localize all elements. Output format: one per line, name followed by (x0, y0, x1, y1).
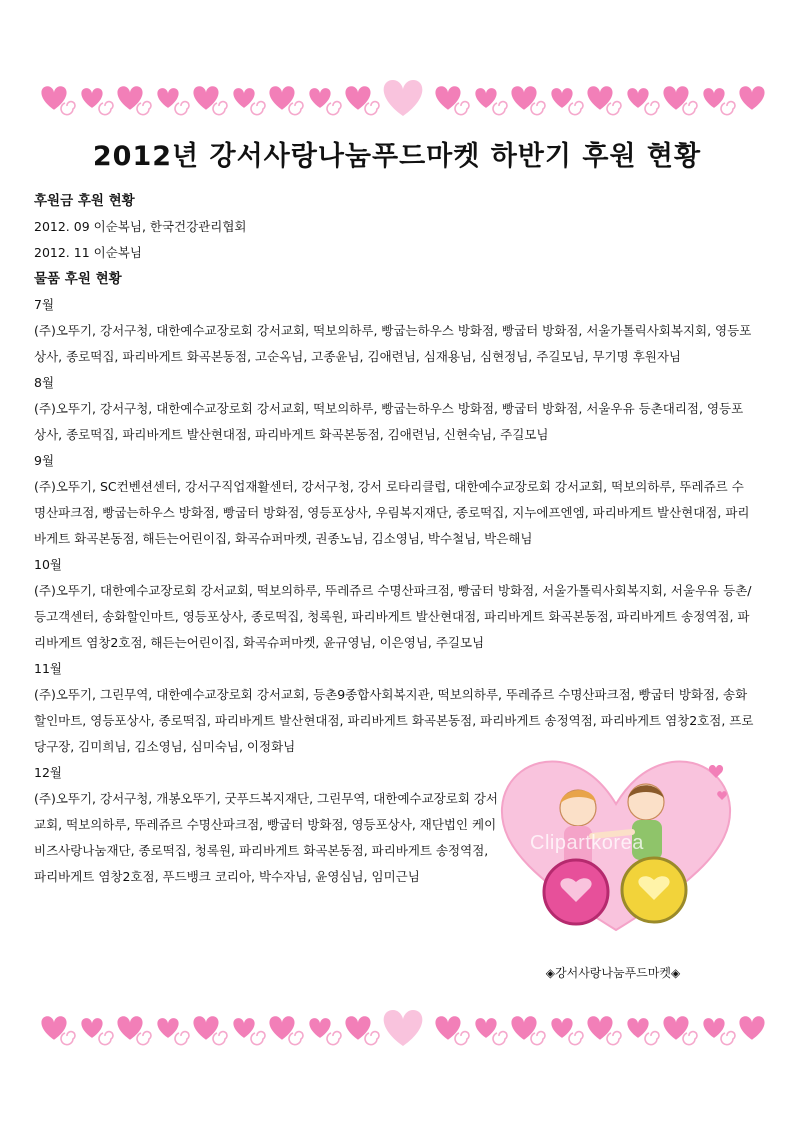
month-label-july: 7월 (34, 297, 55, 312)
donor-list-september: (주)오뚜기, SC컨벤션센터, 강서구직업재활센터, 강서구청, 강서 로타리클럽, 대한예수교장로회 강서교회, 떡보의하루, 뚜레쥬르 수명산파크점, 빵굽는하우스 방화점, 빵굽터 방화점, 영등포상사, 우림복지재단, 종로떡집, 지누에프엔엠, 파리바게트 발산현대점, 파리바게트 화곡본동점, 해든는어린이집, 화곡슈퍼마켓, 권종노님, 김소영님, 박수철님, 박은해님 (34, 479, 750, 546)
heart-ornament (41, 86, 66, 109)
heart-ornament (345, 86, 370, 109)
swirl-ornament (137, 1032, 151, 1045)
swirl-ornament (607, 102, 621, 115)
donor-list-december: (주)오뚜기, 강서구청, 개봉오뚜기, 굿푸드복지재단, 그린무역, 대한예수교장로회 강서교회, 떡보의하루, 뚜레쥬르 수명산파크점, 빵굽터 방화점, 영등포상사, 재단법인 케이비즈사랑나눔재단, 종로떡집, 청록원, 파리바게트 화곡본동점, 파리바게트 송정역점, 파리바게트 염창2호점, 푸드뱅크 코리아, 박수자님, 윤영심님, 임미근님 (34, 791, 499, 884)
heart-ornament (587, 1016, 612, 1039)
swirl-ornament (455, 102, 469, 115)
heart-ornament (269, 1016, 294, 1039)
swirl-ornament (175, 102, 189, 115)
swirl-ornament (213, 1032, 227, 1045)
donor-list-july: (주)오뚜기, 강서구청, 대한예수교장로회 강서교회, 떡보의하루, 빵굽는하우스 방화점, 빵굽터 방화점, 서울가톨릭사회복지회, 영등포상사, 종로떡집, 파리바게트 화곡본동점, 고순옥님, 고종윤님, 김애련님, 심재용님, 심현정님, 주길모님, 무기명 후원자님 (34, 323, 752, 364)
swirl-ornament (365, 1032, 379, 1045)
swirl-ornament (175, 1032, 189, 1045)
heart-border-top (38, 76, 768, 120)
month-label-december: 12월 (34, 765, 62, 780)
heart-ornament (663, 1016, 688, 1039)
heart-ornament (384, 80, 423, 116)
swirl-ornament (645, 102, 659, 115)
goods-section-heading: 물품 후원 현황 (34, 271, 122, 287)
swirl-ornament (455, 1032, 469, 1045)
heart-ornament (345, 1016, 370, 1039)
donor-list-august: (주)오뚜기, 강서구청, 대한예수교장로회 강서교회, 떡보의하루, 빵굽는하우스 방화점, 빵굽터 방화점, 서울우유 등촌대리점, 영등포상사, 종로떡집, 파리바게트 발산현대점, 파리바게트 화곡본동점, 김애련님, 신현숙님, 주길모님 (34, 401, 744, 442)
donor-list-november: (주)오뚜기, 그린무역, 대한예수교장로회 강서교회, 등촌9종합사회복지관, 떡보의하루, 뚜레쥬르 수명산파크점, 빵굽터 방화점, 송화할인마트, 영등포상사, 종로떡집, 파리바게트 발산현대점, 파리바게트 화곡본동점, 파리바게트 송정역점, 파리바게트 염창2호점, 프로당구장, 김미희님, 김소영님, 심미숙님, 이정화님 (34, 687, 754, 754)
swirl-ornament (327, 1032, 341, 1045)
watermark-text: Clipartkorea (530, 832, 644, 854)
swirl-ornament (607, 1032, 621, 1045)
heart-ornament (41, 1016, 66, 1039)
heart-ornament (384, 1010, 423, 1046)
heart-ornament (511, 86, 536, 109)
month-label-august: 8월 (34, 375, 55, 390)
swirl-ornament (251, 1032, 265, 1045)
swirl-ornament (61, 102, 75, 115)
heart-ornament (739, 86, 764, 109)
heart-ornament (587, 86, 612, 109)
heart-ornament (269, 86, 294, 109)
swirl-ornament (569, 102, 583, 115)
swirl-ornament (61, 1032, 75, 1045)
swirl-ornament (137, 102, 151, 115)
cash-line: 2012. 11 이순복님 (34, 245, 142, 260)
heart-ornament (739, 1016, 764, 1039)
month-label-november: 11월 (34, 661, 62, 676)
swirl-ornament (645, 1032, 659, 1045)
donor-list-october: (주)오뚜기, 대한예수교장로회 강서교회, 떡보의하루, 뚜레쥬르 수명산파크점, 빵굽터 방화점, 서울가톨릭사회복지회, 서울우유 등촌/등고객센터, 송화할인마트, 영등포상사, 종로떡집, 청록원, 파리바게트 발산현대점, 파리바게트 화곡본동점, 파리바게트 송정역점, 파리바게트 염창2호점, 해든는어린이집, 화곡슈퍼마켓, 윤규영님, 이은영님, 주길모님 (34, 583, 752, 650)
month-label-september: 9월 (34, 453, 55, 468)
month-label-october: 10월 (34, 557, 62, 572)
swirl-ornament (289, 1032, 303, 1045)
heart-ornament (511, 1016, 536, 1039)
heart-border-bottom (38, 1006, 768, 1050)
swirl-ornament (365, 102, 379, 115)
heart-border-top-art (38, 76, 768, 120)
cash-line: 2012. 09 이순복님, 한국건강관리협회 (34, 219, 247, 234)
cash-section-heading: 후원금 후원 현황 (34, 193, 135, 209)
heart-ornament (435, 86, 460, 109)
heart-ornament (117, 1016, 142, 1039)
swirl-ornament (251, 102, 265, 115)
heart-ornament (435, 1016, 460, 1039)
heart-ornament (663, 86, 688, 109)
page-title: 2012년 강서사랑나눔푸드마켓 하반기 후원 현황 (92, 141, 702, 172)
swirl-ornament (289, 102, 303, 115)
swirl-ornament (327, 102, 341, 115)
heart-ornament (193, 1016, 218, 1039)
swirl-ornament (531, 102, 545, 115)
heart-ornament (193, 86, 218, 109)
swirl-ornament (493, 102, 507, 115)
swirl-ornament (531, 1032, 545, 1045)
heart-ornament (117, 86, 142, 109)
swirl-ornament (493, 1032, 507, 1045)
swirl-ornament (569, 1032, 583, 1045)
swirl-ornament (99, 1032, 113, 1045)
swirl-ornament (683, 1032, 697, 1045)
footer-organization: ◈강서사랑나눔푸드마켓◈ (545, 966, 681, 980)
swirl-ornament (213, 102, 227, 115)
swirl-ornament (99, 102, 113, 115)
swirl-ornament (721, 102, 735, 115)
swirl-ornament (721, 1032, 735, 1045)
heart-border-bottom-art (38, 1006, 768, 1050)
swirl-ornament (683, 102, 697, 115)
